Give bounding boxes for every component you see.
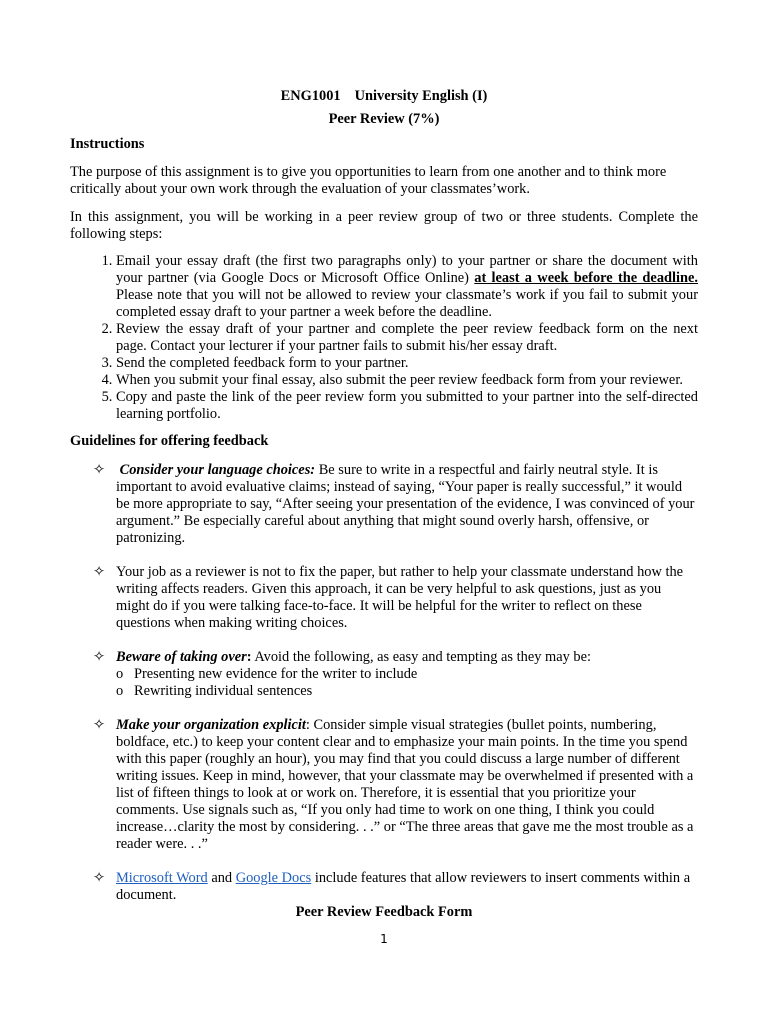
list-item: 1. Email your essay draft (the first two paragraphs only) to your partner or share the document with your partner (via Google Docs or Microsoft Office Online) at least a week before the deadline. Please note that you will not be allowed to review your classmate’s work if you fail to submit your completed essay draft to your partner a week before the deadline. bbox=[116, 253, 698, 321]
assignment-paragraph: In this assignment, you will be working in a peer review group of two or three students. Complete the following steps: bbox=[70, 209, 698, 242]
deadline-emphasis: at least a week before the deadline. bbox=[474, 270, 698, 286]
guideline-tools: ✧ Microsoft Word and Google Docs include features that allow reviewers to insert comments within a document. bbox=[93, 870, 691, 903]
list-item: o Rewriting individual sentences bbox=[116, 683, 313, 699]
course-name: University English (I) bbox=[354, 88, 488, 104]
course-code: ENG1001 bbox=[280, 88, 341, 104]
circle-bullet-icon: o bbox=[116, 666, 124, 682]
guideline-taking-over: ✧ Beware of taking over: Avoid the following, as easy and tempting as they may be: o Presenting new evidence for the writer to include o Rewriting individual sentences bbox=[70, 649, 698, 700]
microsoft-word-link[interactable]: Microsoft Word bbox=[116, 870, 208, 886]
page-number: 1 bbox=[380, 932, 388, 946]
google-docs-link[interactable]: Google Docs bbox=[235, 870, 312, 886]
steps-list bbox=[70, 253, 698, 423]
diamond-bullet-icon: ✧ bbox=[93, 564, 106, 580]
list-item: 2. Review the essay draft of your partner and complete the peer review feedback form on the next page. Contact your lecturer if your partner fails to submit his/her essay draft. bbox=[116, 321, 698, 355]
feedback-form-title: Peer Review Feedback Form bbox=[295, 904, 473, 920]
circle-bullet-icon: o bbox=[116, 683, 124, 699]
diamond-bullet-icon: ✧ bbox=[93, 649, 106, 665]
diamond-bullet-icon: ✧ bbox=[93, 717, 106, 733]
guideline-organization: ✧ Make your organization explicit: Consider simple visual strategies (bullet points, numbering, boldface, etc.) to keep your content clear and to emphasize your main points. In the time you spend with this paper (roughly an hour), you may find that you could discuss a large number of different writing issues. Keep in mind, however, that your classmate may be overwhelmed if presented with a list of fifteen things to look at or work on. Therefore, it is essential that you prioritize your comments. Use signals such as, “If you only had time to work on one thing, I think you could increase…clarity the most by considering. . .” or “The three areas that gave me the most trouble as a reader were. . .” bbox=[93, 717, 694, 852]
diamond-bullet-icon: ✧ bbox=[93, 870, 106, 886]
instructions-heading: Instructions bbox=[70, 136, 145, 152]
purpose-paragraph: The purpose of this assignment is to give you opportunities to learn from one another and to think more critically about your own work through the evaluation of your classmates’work. bbox=[70, 164, 667, 197]
assignment-title: Peer Review (7%) bbox=[328, 111, 440, 127]
document-page bbox=[70, 88, 698, 921]
guideline-language: ✧ Consider your language choices: Be sure to write in a respectful and fairly neutral style. It is important to avoid evaluative claims; instead of saying, “Your paper is really successful,” it would be more appropriate to say, “After seeing your presentation of the evidence, I was convinced of your argument.” Be especially careful about anything that might sound overly harsh, offensive, or patronizing. bbox=[93, 462, 695, 546]
list-item: 4. When you submit your final essay, also submit the peer review feedback form from your reviewer. bbox=[116, 372, 698, 389]
list-item: 5. Copy and paste the link of the peer review form you submitted to your partner into the self-directed learning portfolio. bbox=[116, 389, 698, 423]
course-title bbox=[70, 88, 698, 105]
list-item: 3. Send the completed feedback form to your partner. bbox=[116, 355, 698, 372]
list-item: o Presenting new evidence for the writer to include bbox=[116, 666, 418, 682]
diamond-bullet-icon: ✧ bbox=[93, 462, 106, 478]
guideline-reviewer-role: ✧ Your job as a reviewer is not to fix the paper, but rather to help your classmate understand how the writing affects readers. Given this approach, it can be very helpful to ask questions, just as you might do if you were talking face-to-face. It will be helpful for the writer to reflect on these questions when making writing choices. bbox=[93, 564, 684, 631]
guidelines-heading: Guidelines for offering feedback bbox=[70, 433, 269, 449]
